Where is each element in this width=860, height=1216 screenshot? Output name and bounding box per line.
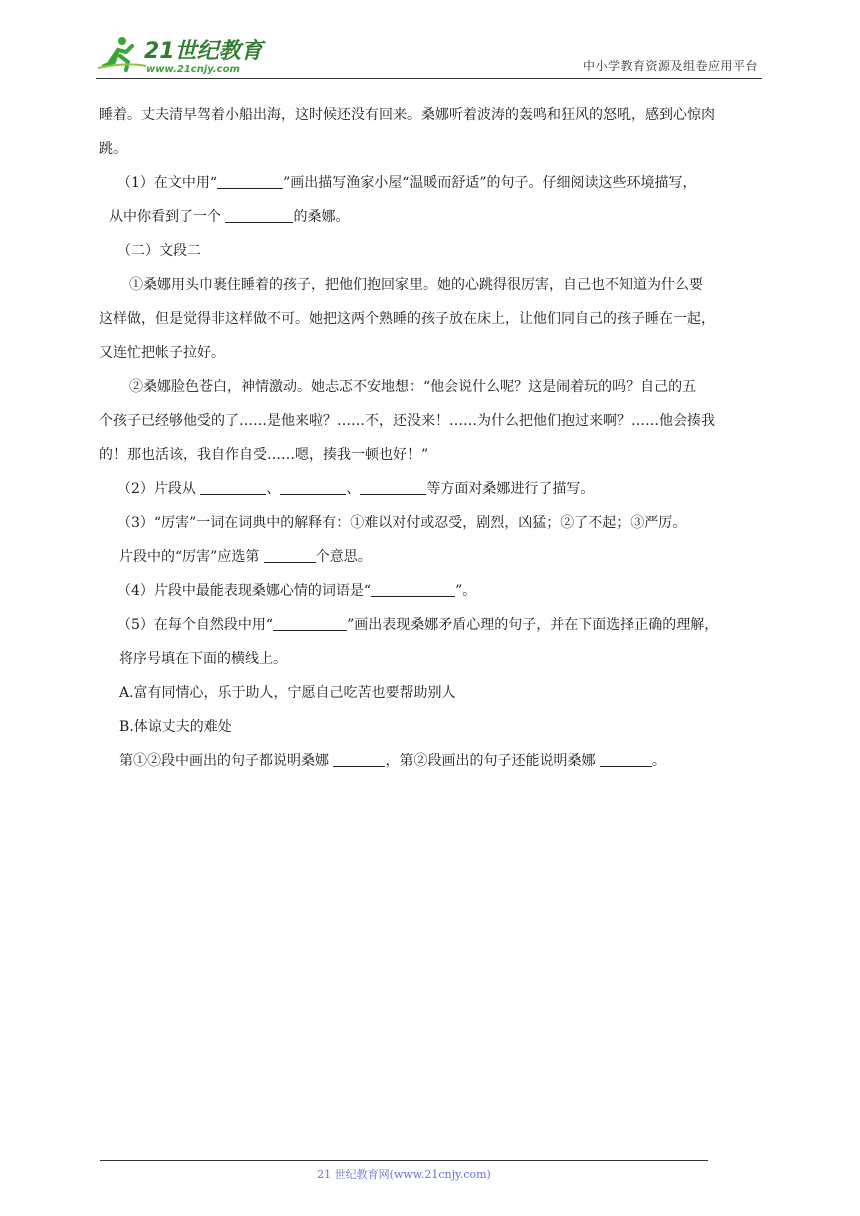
answer-blank bbox=[273, 616, 347, 631]
question-1-cont: 从中你看到了一个 的桑娜。 bbox=[109, 209, 350, 225]
final-question: 第①②段中画出的句子都说明桑娜 ，第②段画出的句子还能说明桑娜 。 bbox=[119, 753, 666, 769]
paragraph-2-line: ②桑娜脸色苍白，神情激动。她忐忑不安地想：“他会说什么呢？这是闹着玩的吗？自己的五 bbox=[129, 379, 697, 395]
paragraph-2-line: 个孩子已经够他受的了……是他来啦？……不，还没来！……为什么把他们抱过来啊？……他会揍我 bbox=[99, 413, 715, 429]
logo-text: 21世纪教育 bbox=[144, 39, 263, 64]
site-logo bbox=[96, 32, 266, 76]
answer-blank bbox=[225, 208, 293, 223]
question-1: （1）在文中用“ ”画出描写渔家小屋“温暖而舒适”的句子。仔细阅读这些环境描写， bbox=[117, 175, 697, 191]
option-b: B.体谅丈夫的难处 bbox=[119, 719, 232, 735]
question-5-cont: 将序号填在下面的横线上。 bbox=[119, 651, 287, 667]
answer-blank bbox=[360, 480, 426, 495]
answer-blank bbox=[200, 480, 266, 495]
logo-url: www.21cnjy.com bbox=[146, 64, 240, 75]
text-line: 睡着。丈夫清早驾着小船出海，这时候还没有回来。桑娜听着波涛的轰鸣和狂风的怒吼，感到心惊肉 bbox=[99, 107, 715, 123]
option-a: A.富有同情心，乐于助人，宁愿自己吃苦也要帮助别人 bbox=[119, 685, 456, 701]
question-2: （2）片段从 、 、 等方面对桑娜进行了描写。 bbox=[117, 481, 595, 497]
question-5: （5）在每个自然段中用“ ”画出表现桑娜矛盾心理的句子，并在下面选择正确的理解， bbox=[117, 617, 719, 633]
footer-divider bbox=[100, 1160, 708, 1161]
footer-text: 21 世纪教育网(www.21cnjy.com) bbox=[317, 1168, 491, 1181]
answer-blank bbox=[371, 582, 455, 597]
question-3: （3）“厉害”一词在词典中的解释有：①难以对付或忍受，剧烈，凶猛；②了不起；③严厉。 bbox=[117, 515, 687, 531]
section-title: （二）文段二 bbox=[117, 243, 201, 259]
paragraph-1-line: 这样做，但是觉得非这样做不可。她把这两个熟睡的孩子放在床上，让他们同自己的孩子睡在一起， bbox=[99, 311, 715, 327]
question-4: （4）片段中最能表现桑娜心情的词语是“ ”。 bbox=[117, 583, 477, 599]
answer-blank bbox=[264, 548, 316, 563]
text-line: 跳。 bbox=[99, 141, 127, 157]
answer-blank bbox=[280, 480, 346, 495]
answer-blank bbox=[217, 174, 283, 189]
paragraph-2-line: 的！那也活该，我自作自受……嗯，揍我一顿也好！” bbox=[99, 447, 429, 463]
page-header bbox=[96, 30, 762, 79]
answer-blank bbox=[600, 752, 652, 767]
question-3-cont: 片段中的“厉害”应选第 个意思。 bbox=[119, 549, 372, 565]
paragraph-1-line: ①桑娜用头巾裹住睡着的孩子，把他们抱回家里。她的心跳得很厉害，自己也不知道为什么要 bbox=[129, 277, 703, 293]
answer-blank bbox=[333, 752, 385, 767]
platform-name: 中小学教育资源及组卷应用平台 bbox=[582, 59, 758, 73]
document-body bbox=[99, 98, 765, 778]
paragraph-1-line: 又连忙把帐子拉好。 bbox=[99, 345, 225, 361]
